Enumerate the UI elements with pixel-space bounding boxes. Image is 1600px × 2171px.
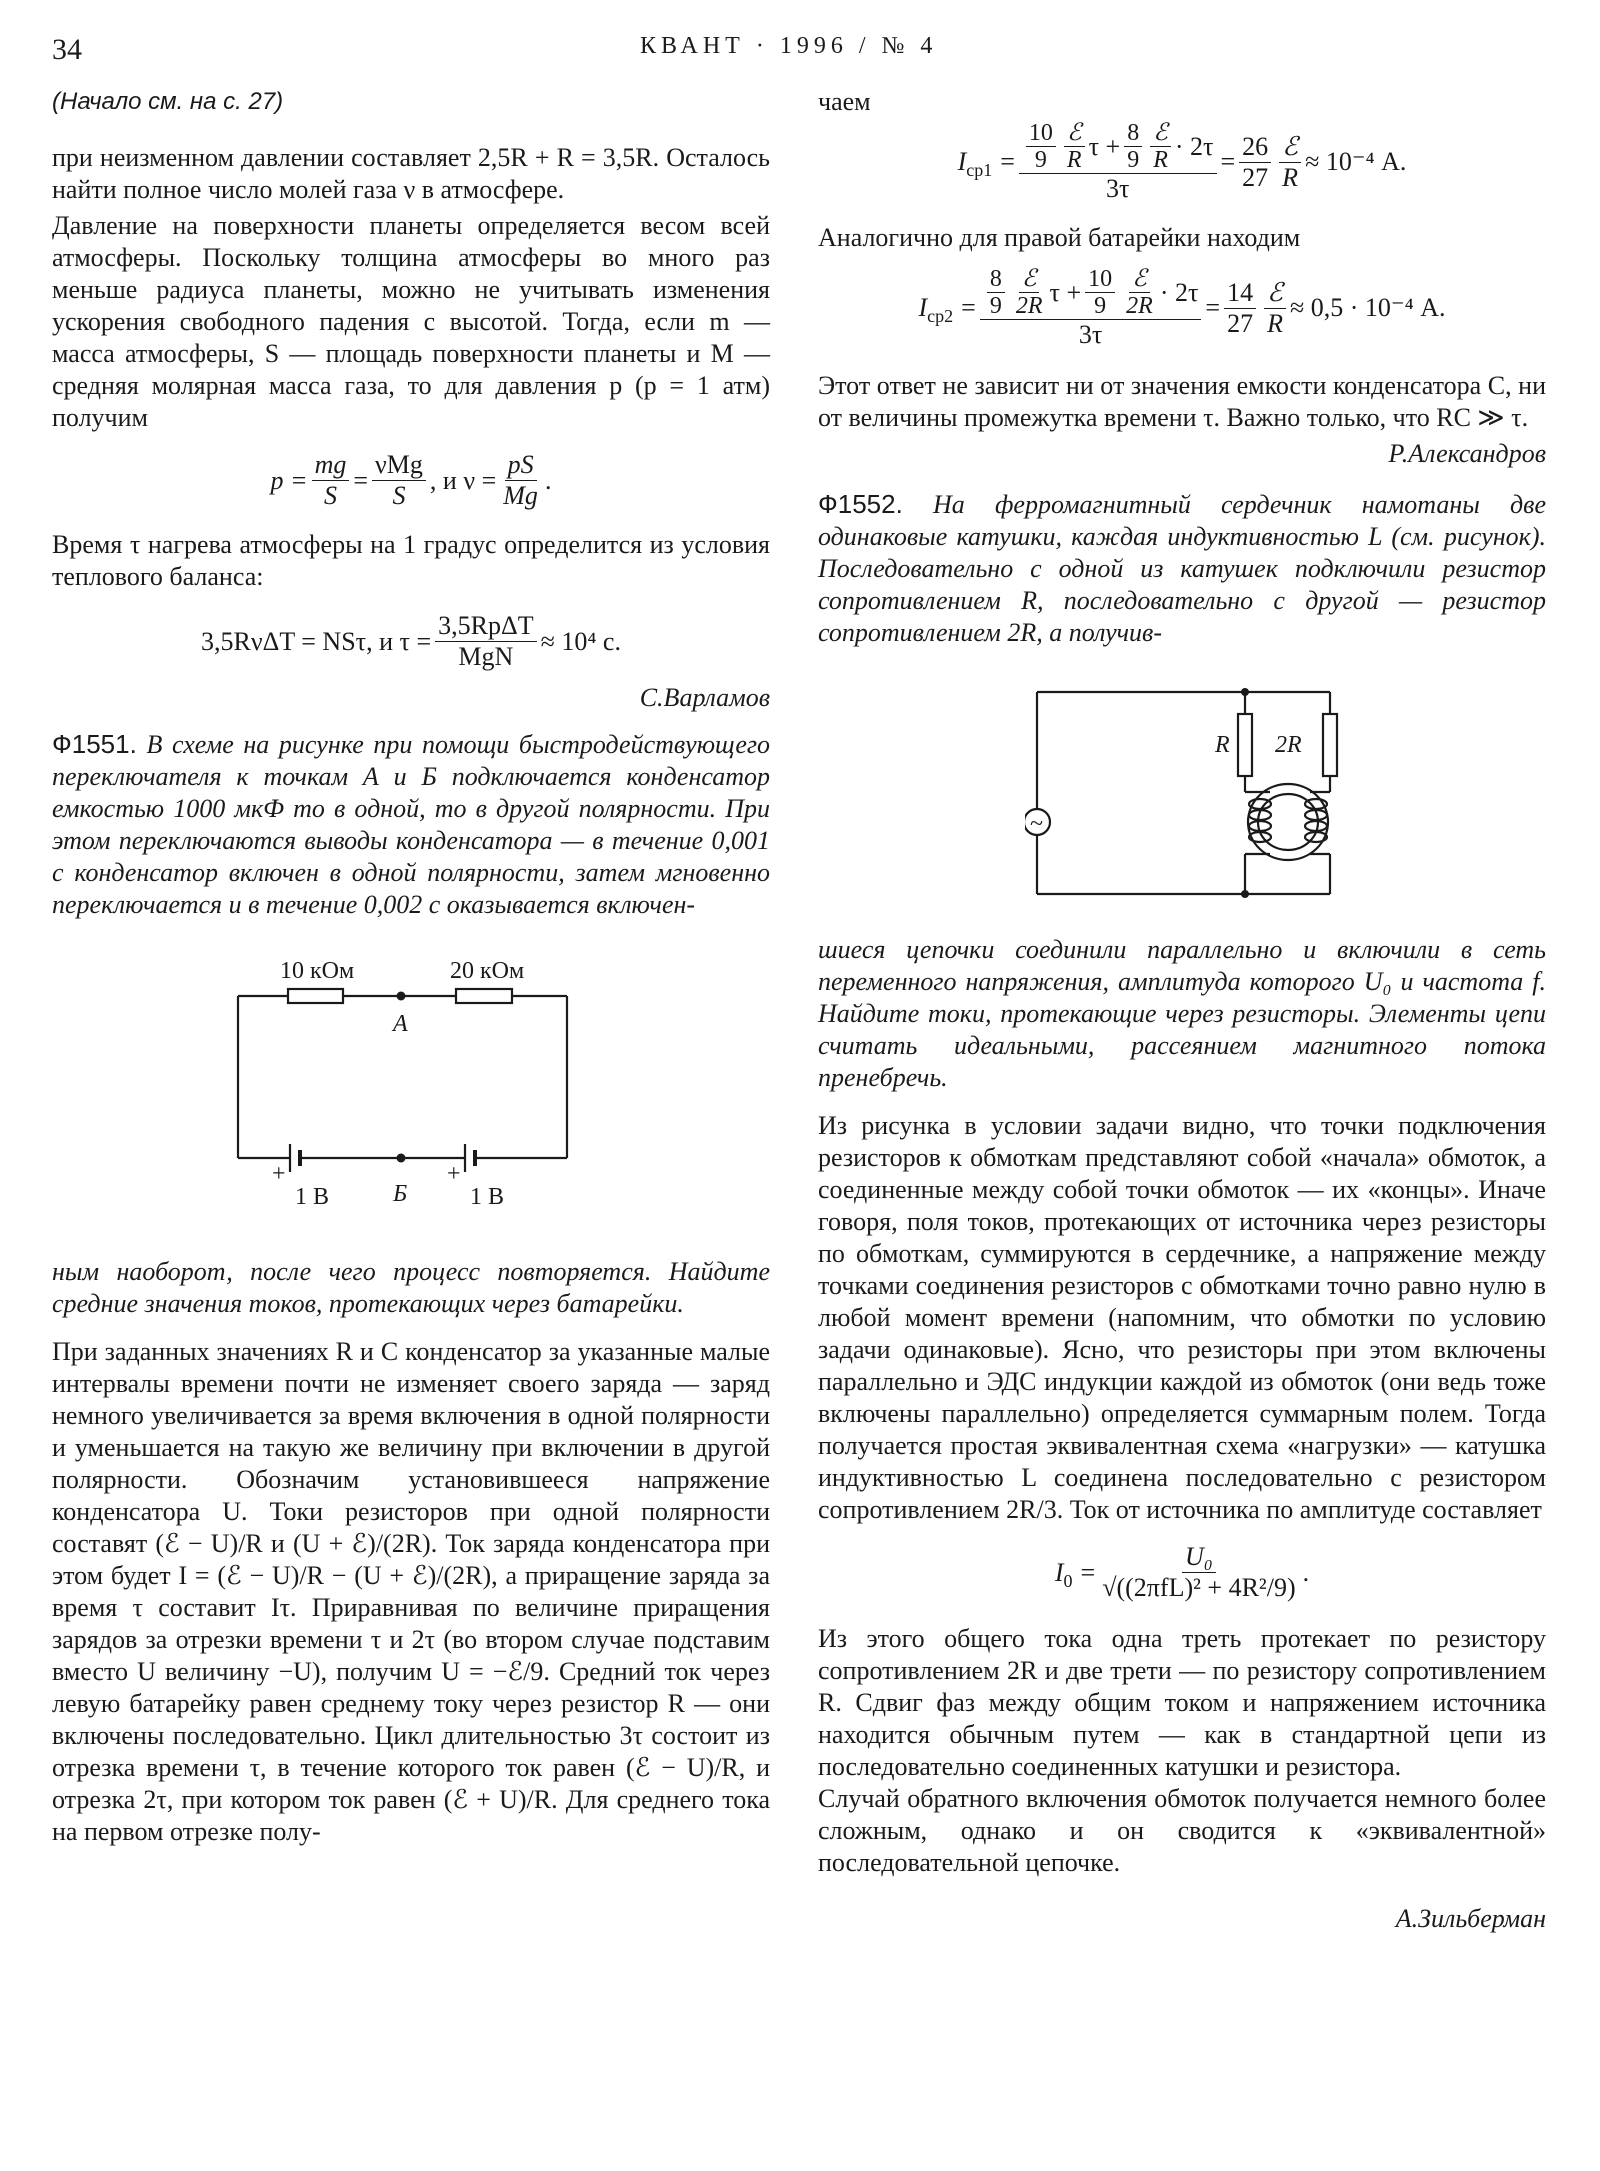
formula-icp2 (818, 266, 1546, 350)
numerator: pS (505, 450, 537, 481)
denominator: 9 (1094, 293, 1107, 319)
polarity-label: + (272, 1161, 286, 1187)
paragraph: чаем (818, 87, 871, 116)
paragraph: Из этого общего тока одна треть протекает по резистору сопротивлением 2R и две трети — по резистору сопротивлением R. Сдвиг фаз между общим током и напряжением источника находится обычным путем — как в стандартной цепи из последовательно соединенных катушки и резистора. (818, 1624, 1546, 1781)
denominator: R (1282, 162, 1299, 192)
battery-label: 1 В (295, 1184, 330, 1210)
subscript: 0 (1063, 1570, 1073, 1591)
numerator: 10 (1085, 266, 1115, 293)
formula-part: = (1080, 1557, 1096, 1587)
denominator: √((2πfL)² + 4R²/9) (1102, 1573, 1296, 1602)
formula-part: = (961, 293, 976, 322)
formula-part: τ + (1088, 131, 1121, 161)
formula-part: · 2τ (1174, 131, 1214, 161)
formula-tau (52, 611, 770, 672)
formula-part: p = (270, 465, 308, 495)
point-label: Б (393, 1181, 408, 1207)
denominator: 9 (989, 293, 1002, 319)
denominator: Mg (503, 481, 538, 510)
right-column (818, 86, 1546, 1935)
numerator: mg (312, 450, 350, 481)
paragraph: Аналогично для правой батарейки находим (818, 223, 1301, 252)
resistor-label: R (1215, 732, 1230, 758)
polarity-label: + (447, 1161, 461, 1187)
formula-part: . (544, 465, 552, 495)
denominator: 9 (1034, 147, 1047, 173)
denominator: 2R (1126, 293, 1153, 319)
formula-part: . (1302, 1557, 1310, 1587)
numerator: 3,5RpΔT (435, 611, 536, 642)
denominator: 27 (1227, 308, 1254, 338)
problem-label: Ф1551. (52, 729, 137, 759)
ac-source-icon: ~ (1030, 811, 1043, 837)
numerator: ℰ (1150, 120, 1171, 147)
author-signature: Р.Александров (1388, 439, 1546, 468)
formula-part: = (1000, 147, 1015, 176)
formula-part: = (1220, 147, 1236, 176)
numerator: ℰ (1064, 120, 1085, 147)
left-column (52, 86, 770, 1848)
formula-part: = (353, 465, 369, 495)
resistor-label: 20 кОм (450, 958, 525, 984)
node-b (397, 1154, 406, 1163)
resistor-label: 2R (1275, 732, 1302, 758)
problem-f1552 (818, 488, 1546, 649)
problem-f1551 (52, 728, 770, 921)
junction-node (1241, 688, 1249, 696)
node-a (397, 992, 406, 1001)
numerator: 8 (987, 266, 1005, 293)
subscript: ср2 (927, 306, 954, 326)
numerator: 10 (1026, 120, 1056, 147)
problem-text: На ферромагнитный сердечник намотаны две одинаковые катушки, каждая индуктивностью L (см. рисунок). Последовательно с одной из катушек подключили резистор сопротивлением R, последовательно с другой — резистор сопротивлением 2R, а получив- (818, 490, 1546, 647)
circuit-figure-f1551 (220, 951, 600, 1226)
junction-node (1241, 890, 1249, 898)
numerator: ℰ (1279, 132, 1301, 163)
denominator: 3τ (1078, 320, 1103, 349)
resistor-label: 10 кОм (280, 958, 355, 984)
problem-text: В схеме на рисунке при помощи быстродействующего переключателя к точкам А и Б подключается конденсатор емкостью 1000 мкФ то в одной, то в другой полярности. При этом переключаются выводы конденсатора — в течение 0,001 с конденсатор включен в одной полярности, затем мгновенно переключается и в течение 0,002 с оказывается включен- (52, 730, 771, 919)
continued-note: (Начало см. на с. 27) (52, 88, 284, 115)
denominator: R (1267, 308, 1283, 338)
formula-i0 (818, 1542, 1546, 1603)
problem-continuation: ным наоборот, после чего процесс повторяется. Найдите средние значения токов, протекающих через батарейки. (52, 1257, 770, 1318)
numerator: ℰ (1264, 278, 1286, 309)
denominator: 27 (1242, 162, 1269, 192)
problem-continuation: шиеся цепочки соединили параллельно и включили в сеть переменного напряжения, амплитуда которого U₀ и частота f. Найдите токи, протекающие через резисторы. Элементы цепи считать идеальными, рассеянием магнитного потока пренебречь. (818, 935, 1546, 1092)
denominator: 3τ (1105, 174, 1130, 203)
formula-part: · 2τ (1159, 277, 1199, 307)
numerator: ℰ (1019, 266, 1040, 293)
numerator: U₀ (1182, 1542, 1216, 1573)
formula-part: I (1054, 1557, 1064, 1587)
solution-f1551: При заданных значениях R и C конденсатор за указанные малые интервалы времени почти не изменяет своего заряда — заряд немного увеличивается за время включения в одной полярности и уменьшается на такую же величину при включении в другой полярности. Обозначим установившееся напряжение конденсатора U. Токи резисторов при одной полярности составят (ℰ − U)/R и (U + ℰ)/(2R). Ток заряда конденсатора при этом будет I = (ℰ − U)/R − (U + ℰ)/(2R), а приращение заряда за время τ составит Iτ. Приравнивая по величине приращения зарядов за отрезки времени τ и 2τ (во втором случае подставим вместо U величину −U), получим U = −ℰ/9. Средний ток через левую батарейку равен среднему току через резистор R — они включены последовательно. Цикл длительностью 3τ состоит из отрезка времени τ, в течение которого ток равен (ℰ − U)/R, и отрезка 2τ, при котором ток равен (ℰ + U)/R. Для среднего тока на первом отрезке полу- (52, 1337, 771, 1846)
formula-part: τ + (1049, 277, 1082, 307)
denominator: 9 (1127, 147, 1140, 173)
author-signature: А.Зильберман (1395, 1904, 1546, 1933)
paragraph: Этот ответ не зависит ни от значения емкости конденсатора C, ни от величины промежутка времени τ. Важно только, что RC ≫ τ. (818, 371, 1546, 432)
point-label: А (393, 1011, 408, 1037)
denominator: S (323, 481, 337, 510)
paragraph: при неизменном давлении составляет 2,5R + R = 3,5R. Осталось найти полное число молей газа ν в атмосфере. (52, 143, 770, 204)
formula-part: I (918, 293, 928, 322)
numerator: ℰ (1129, 266, 1150, 293)
denominator: R (1153, 147, 1168, 173)
formula-part: ≈ 0,5 · 10⁻⁴ А. (1289, 293, 1446, 322)
numerator: 8 (1124, 120, 1142, 147)
subscript: ср1 (966, 160, 993, 180)
denominator: MgN (458, 642, 514, 671)
problem-label: Ф1552. (818, 489, 903, 519)
paragraph: Давление на поверхности планеты определяется весом всей атмосферы. Поскольку толщина атмосферы во много раз меньше радиуса планеты, можно не учитывать изменения ускорения свободного падения с высотой. Тогда, если m — масса атмосферы, S — площадь поверхности планеты и M — средняя молярная масса газа, то для давления p (p = 1 атм) получим (52, 211, 770, 432)
formula-pressure (52, 450, 770, 511)
denominator: 2R (1015, 293, 1043, 319)
numerator: 14 (1224, 278, 1256, 309)
formula-part: 3,5RνΔT = NSτ, и τ = (201, 626, 432, 656)
denominator: R (1066, 147, 1082, 173)
formula-part: I (957, 147, 967, 176)
page-number: 34 (52, 33, 82, 66)
formula-part: ≈ 10⁻⁴ А. (1305, 147, 1407, 176)
formula-part: , и ν = (429, 465, 497, 495)
denominator: S (392, 481, 406, 510)
formula-icp1 (818, 120, 1546, 204)
author-signature: С.Варламов (639, 683, 770, 712)
journal-header: КВАНТ · 1996 / № 4 (640, 33, 938, 59)
circuit-figure-f1552 (1025, 679, 1340, 904)
paragraph: Случай обратного включения обмоток получается немного более сложным, однако и он сводится к «эквивалентной» последовательной цепочке. (818, 1784, 1546, 1877)
solution-f1552: Из рисунка в условии задачи видно, что точки подключения резисторов к обмоткам представляют собой «начала» обмоток, а соединенные между собой точки обмоток — их «концы». Иначе говоря, поля токов, протекающих от источника через резисторы по обмоткам, суммируются в сердечнике, а напряжение между точками соединения резисторов с обмотками точно равно нулю в любой момент времени (напомним, что обмотки по условию задачи одинаковые). Ясно, что резисторы при этом включены параллельно и ЭДС индукции каждой из обмоток (они ведь тоже включены параллельно) определяется суммарным полем. Тогда получается простая эквивалентная схема «нагрузки» — катушка индуктивностью L соединена последовательно с резистором сопротивлением 2R/3. Ток от источника по амплитуде составляет (818, 1111, 1546, 1524)
numerator: νMg (372, 450, 426, 481)
battery-label: 1 В (470, 1184, 505, 1210)
formula-part: = (1205, 293, 1221, 322)
paragraph: Время τ нагрева атмосферы на 1 градус определится из условия теплового баланса: (52, 530, 770, 591)
numerator: 26 (1239, 132, 1271, 163)
formula-part: ≈ 10⁴ с. (540, 626, 621, 656)
